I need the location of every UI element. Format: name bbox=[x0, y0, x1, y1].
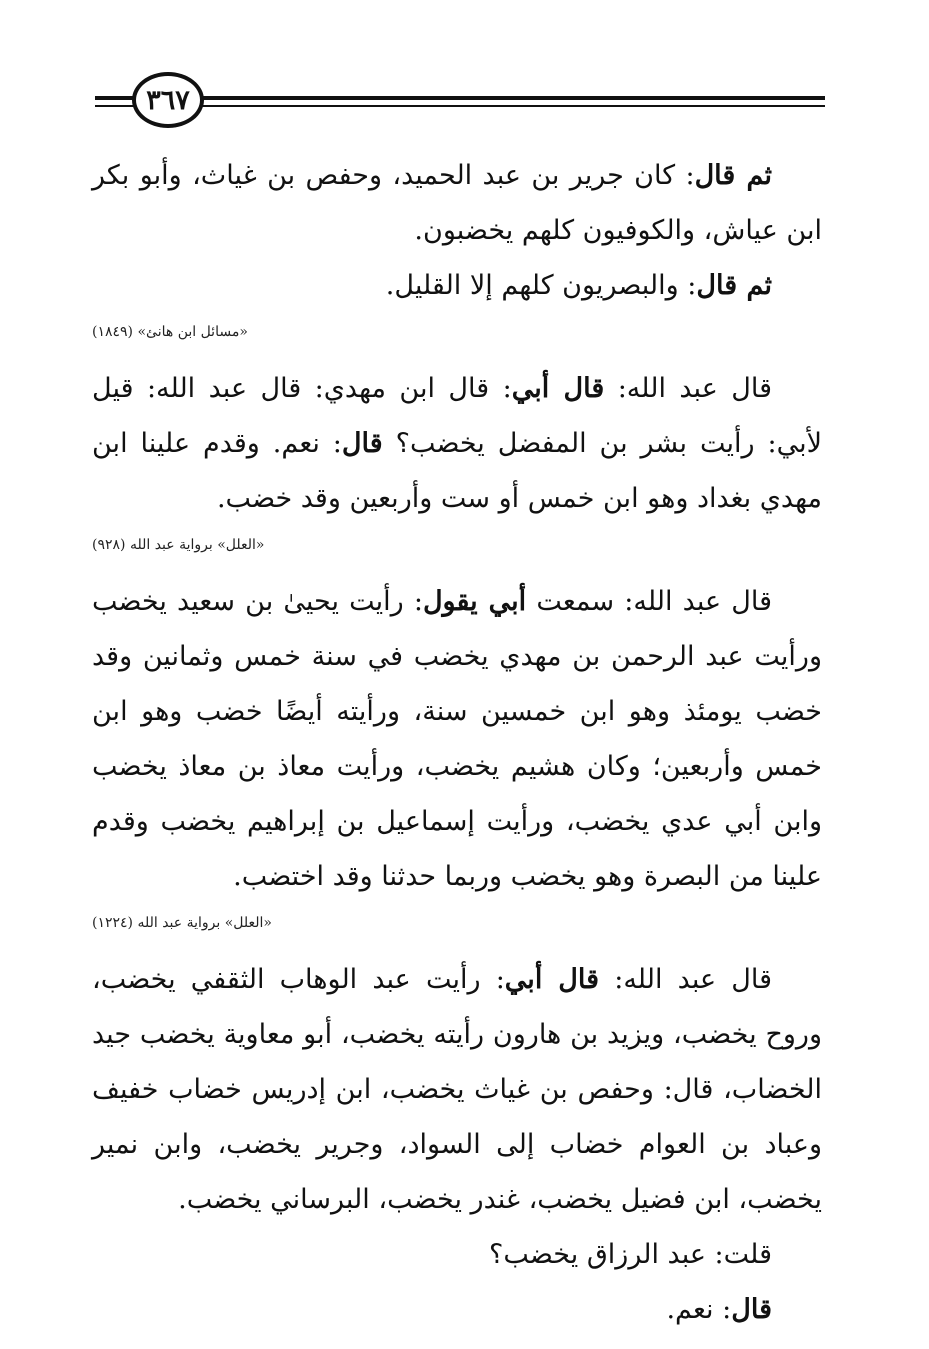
source-citation: «العلل» برواية عبد الله (٩٢٨) bbox=[92, 537, 265, 553]
header-rule-thick bbox=[95, 96, 825, 100]
paragraph-text: قال عبد الله: bbox=[604, 373, 773, 404]
paragraph bbox=[92, 258, 822, 313]
speaker-label: أبي يقول bbox=[422, 586, 527, 617]
speaker-label: ثم قال bbox=[694, 160, 772, 191]
paragraph-text: قال عبد الله: bbox=[599, 964, 772, 995]
paragraph bbox=[92, 574, 822, 904]
paragraph-text: : رأيت يحيىٰ بن سعيد يخضب ورأيت عبد الرحمن بن مهدي يخضب في سنة خمس وثمانين وقد خضب يومئذ وهو ابن خمسين سنة، ورأيته أيضًا خضب وهو ابن خمس وأربعين؛ وكان هشيم يخضب، ورأيت معاذ بن معاذ يخضب وابن أبي عدي يخضب، ورأيت إسماعيل بن إبراهيم يخضب وقدم علينا من البصرة وهو يخضب وربما حدثنا وقد اختضب. bbox=[92, 586, 822, 892]
page-number: ٣٦٧ bbox=[132, 72, 204, 128]
paragraph bbox=[92, 1282, 822, 1337]
paragraph bbox=[92, 361, 822, 526]
speaker-label: قال bbox=[341, 428, 383, 459]
speaker-label: ثم قال bbox=[696, 270, 772, 301]
page-header bbox=[95, 72, 825, 132]
paragraph-text: قلت: عبد الرزاق يخضب؟ bbox=[489, 1239, 772, 1270]
paragraph-text: : قال ابن مهدي: قال عبد الله: قيل لأبي: رأيت بشر بن المفضل يخضب؟ bbox=[92, 373, 822, 459]
header-rule-thin bbox=[95, 105, 825, 107]
paragraph-text: : والبصريون كلهم إلا القليل. bbox=[385, 270, 697, 301]
speaker-label: قال أبي bbox=[511, 373, 605, 404]
paragraph-text: : رأيت عبد الوهاب الثقفي يخضب، وروح يخضب، ويزيد بن هارون رأيته يخضب، أبو معاوية يخضب جيد الخضاب، قال: وحفص بن غياث يخضب، ابن إدريس خضاب خفيف وعباد بن العوام خضاب إلى السواد، وجرير يخضب، وابن نمير يخضب، ابن فضيل يخضب، غندر يخضب، البرساني يخضب. bbox=[92, 964, 822, 1215]
paragraph bbox=[92, 952, 822, 1227]
paragraph-text: : نعم. وقدم علينا ابن مهدي بغداد وهو ابن خمس أو ست وأربعين وقد خضب. bbox=[92, 428, 822, 514]
paragraph bbox=[92, 1227, 822, 1282]
source-citation: «مسائل ابن هانئ» (١٨٤٩) bbox=[92, 324, 248, 340]
paragraph bbox=[92, 148, 822, 258]
paragraph-text: : كان جرير بن عبد الحميد، وحفص بن غياث، وأبو بكر ابن عياش، والكوفيون كلهم يخضبون. bbox=[92, 160, 822, 246]
source-citation: «العلل» برواية عبد الله (١٢٢٤) bbox=[92, 915, 272, 931]
speaker-label: قال bbox=[731, 1294, 772, 1325]
paragraph-text: قال عبد الله: سمعت bbox=[526, 586, 772, 617]
paragraph-text: : نعم. bbox=[666, 1294, 732, 1325]
speaker-label: قال أبي bbox=[504, 964, 600, 995]
page-body bbox=[92, 148, 822, 1337]
